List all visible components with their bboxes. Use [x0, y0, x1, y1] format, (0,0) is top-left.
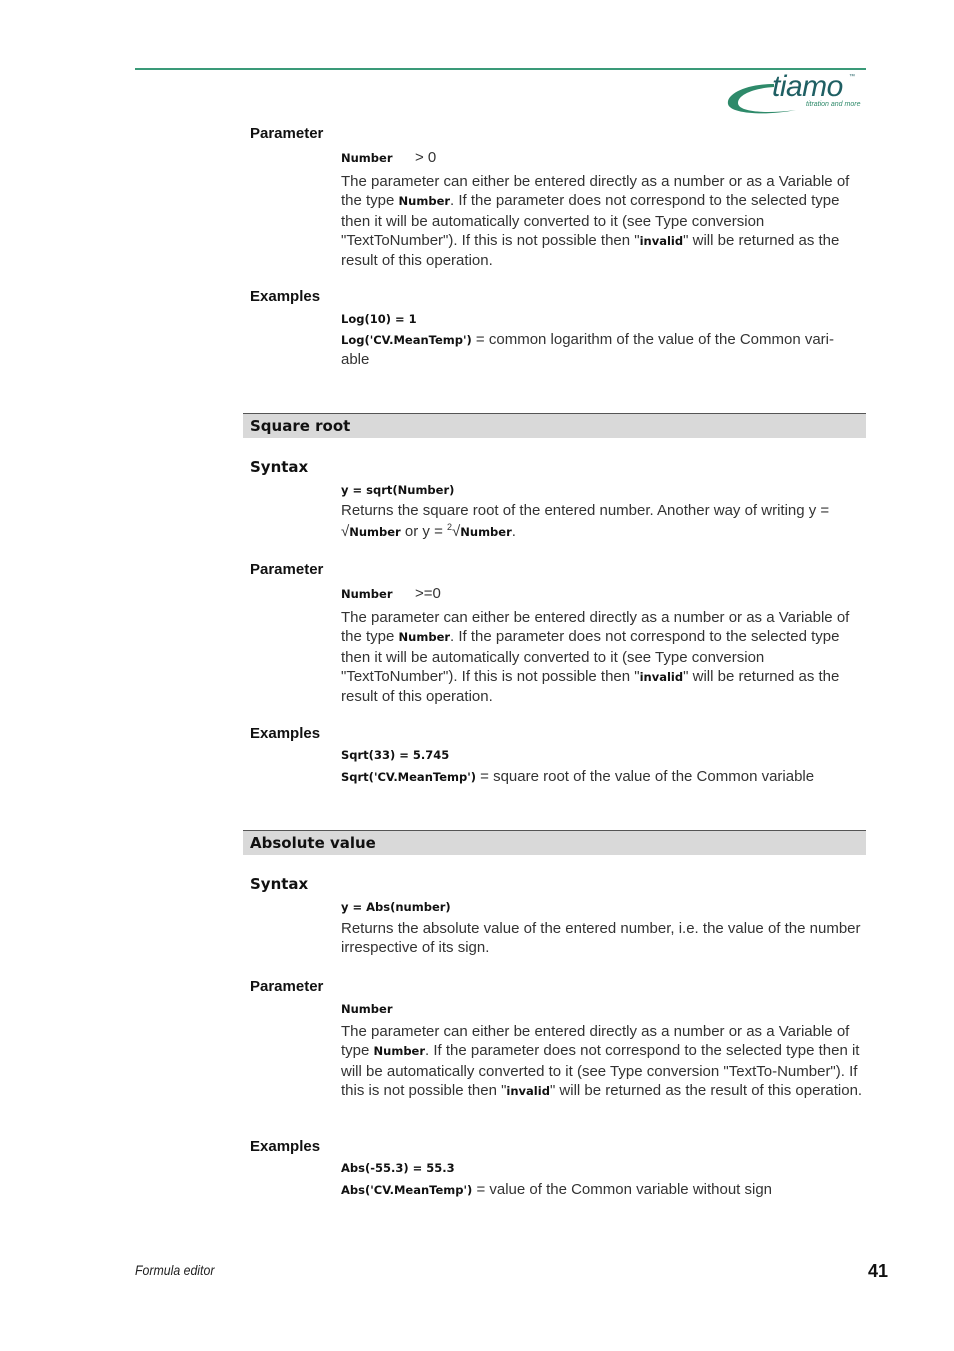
param-name: Number	[341, 151, 393, 165]
param-name: Number	[341, 1002, 393, 1016]
logo-trademark: ™	[849, 74, 855, 80]
param-description: The parameter can either be entered directly as a number or as a Variable of the type Number. If the parameter does not correspond to the selected type then it will be automatically converted to it (see Type conversion "TextToNumber"). If this is not possible then "invalid" will be returned as the result of this operation.	[341, 173, 850, 270]
param-condition: >=0	[415, 585, 441, 602]
examples-heading: Examples	[250, 725, 321, 742]
example-2: Abs('CV.MeanTemp') = value of the Common variable without sign	[341, 1181, 773, 1198]
syntax-heading: Syntax	[250, 458, 309, 476]
syntax-code: y = Abs(number)	[341, 900, 451, 914]
example-1: Sqrt(33) = 5.745	[341, 748, 450, 762]
parameter-heading: Parameter	[250, 125, 324, 142]
example-1: Log(10) = 1	[341, 312, 417, 326]
syntax-description-2: √Number or y = $^2$√Number.	[341, 522, 516, 540]
param-condition: > 0	[415, 149, 437, 166]
syntax-heading: Syntax	[250, 875, 309, 893]
section-title: Square root	[250, 417, 351, 435]
example-2-cont: able	[341, 351, 370, 368]
section-title-bar	[243, 830, 866, 855]
section-title: Absolute value	[250, 834, 376, 852]
footer-section-name: Formula editor	[135, 1262, 215, 1278]
example-2: Sqrt('CV.MeanTemp') = square root of the value of the Common variable	[341, 768, 815, 785]
page-number: 41	[868, 1261, 889, 1281]
syntax-code: y = sqrt(Number)	[341, 483, 455, 497]
section-title-bar	[243, 413, 866, 438]
examples-heading: Examples	[250, 1138, 321, 1155]
example-2: Log('CV.MeanTemp') = common logarithm of the value of the Common vari-	[341, 331, 835, 348]
param-description: The parameter can either be entered directly as a number or as a Variable of the type Number. If the parameter does not correspond to the selected type then it will be automatically converted to it (see Type conversion "TextToNumber"). If this is not possible then "invalid" will be returned as the result of this operation.	[341, 609, 850, 706]
example-1: Abs(-55.3) = 55.3	[341, 1161, 455, 1175]
examples-heading: Examples	[250, 288, 321, 305]
logo-wordmark: tiamo	[772, 70, 843, 103]
header-rule	[135, 68, 866, 70]
param-name: Number	[341, 587, 393, 601]
parameter-heading: Parameter	[250, 978, 324, 995]
logo-tagline: titration and more	[806, 101, 861, 108]
param-description: The parameter can either be entered directly as a number or as a Variable of type Number. If the parameter does not correspond to the selected type then it will be automatically converted to it (see Type conversion "TextTo-Number"). If this is not possible then "invalid" will be returned as the result of this operation.	[341, 1023, 863, 1099]
parameter-heading: Parameter	[250, 561, 324, 578]
syntax-description: Returns the square root of the entered number. Another way of writing y =	[341, 502, 830, 519]
syntax-description: Returns the absolute value of the entered number, i.e. the value of the number irrespective of its sign.	[341, 920, 861, 957]
